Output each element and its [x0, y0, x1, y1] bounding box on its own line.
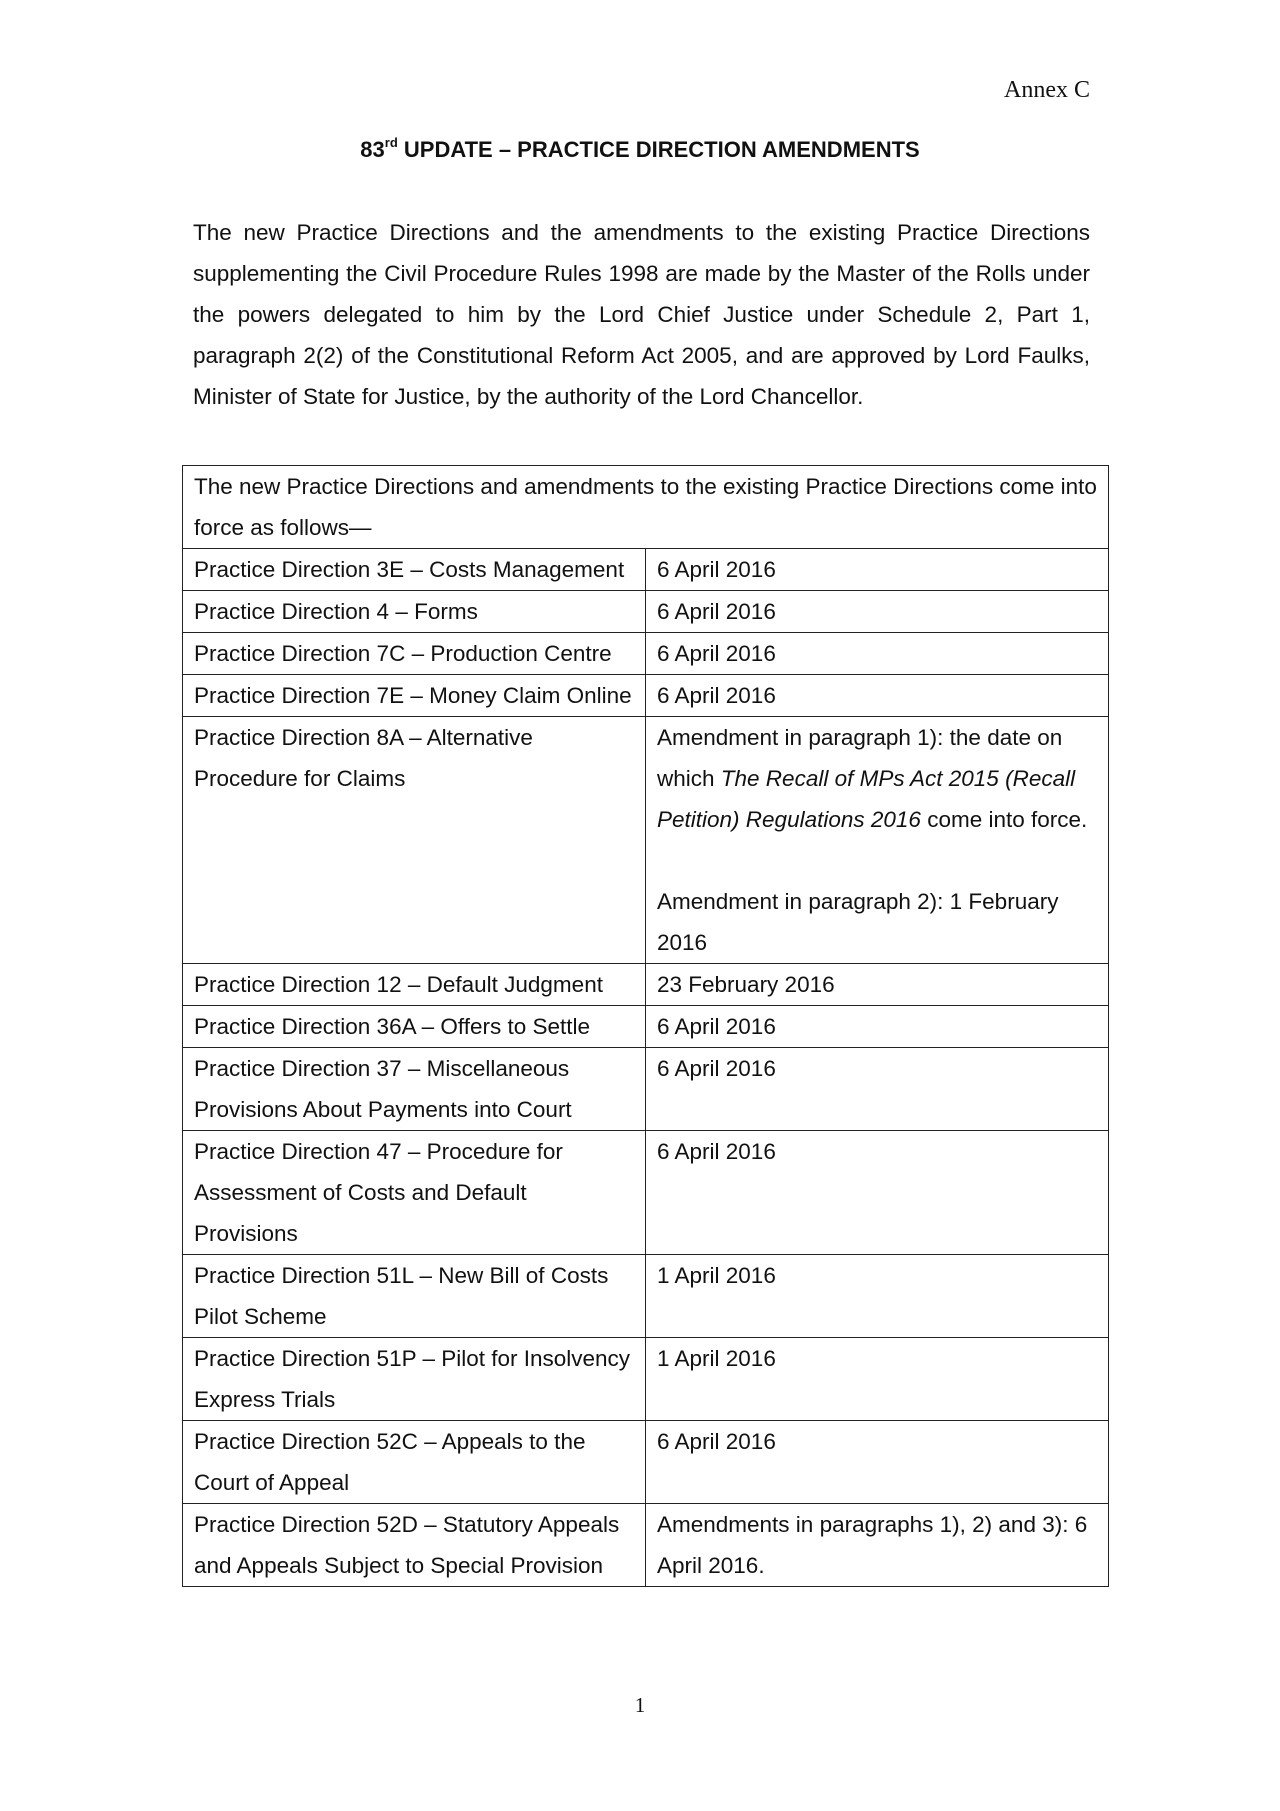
pd-date-cell: Amendments in paragraphs 1), 2) and 3): 6 April 2016.	[646, 1504, 1109, 1587]
pd-name-cell: Practice Direction 8A – Alternative Procedure for Claims	[183, 717, 646, 964]
page-number: 1	[634, 1693, 646, 1717]
table-row	[183, 633, 1109, 675]
table-row	[183, 1006, 1109, 1048]
title-number: 83	[360, 137, 385, 162]
table-row	[183, 591, 1109, 633]
pd-name-cell: Practice Direction 47 – Procedure for Assessment of Costs and Default Provisions	[183, 1131, 646, 1255]
pd-date-cell: 6 April 2016	[646, 1006, 1109, 1048]
pd-date-cell: 6 April 2016	[646, 1421, 1109, 1504]
title-ordinal-suffix: rd	[384, 135, 398, 150]
pd-date-cell: 6 April 2016	[646, 633, 1109, 675]
amendment-tail-text: come into force.	[920, 807, 1088, 832]
pd-date-cell: 23 February 2016	[646, 964, 1109, 1006]
annex-label: Annex C	[1004, 77, 1090, 103]
pd-date-cell: 6 April 2016	[646, 1131, 1109, 1255]
amendment-paragraph-2: Amendment in paragraph 2): 1 February 2016	[657, 889, 1059, 955]
pd-name-cell: Practice Direction 51P – Pilot for Insolvency Express Trials	[183, 1338, 646, 1421]
document-title	[0, 137, 1280, 163]
pd-date-cell: 1 April 2016	[646, 1255, 1109, 1338]
pd-name-cell: Practice Direction 7C – Production Centre	[183, 633, 646, 675]
pd-name-cell: Practice Direction 52D – Statutory Appeals and Appeals Subject to Special Provision	[183, 1504, 646, 1587]
title-text: UPDATE – PRACTICE DIRECTION AMENDMENTS	[397, 137, 920, 162]
pd-date-cell	[646, 717, 1109, 964]
table-row	[183, 1421, 1109, 1504]
amendment-lead-text: Amendment in paragraph 1): the date on which	[657, 725, 1063, 791]
commencement-table	[182, 465, 1109, 1587]
pd-date-cell: 6 April 2016	[646, 591, 1109, 633]
table-row	[183, 1131, 1109, 1255]
table-row	[183, 675, 1109, 717]
pd-date-cell: 6 April 2016	[646, 675, 1109, 717]
pd-name-cell: Practice Direction 37 – Miscellaneous Provisions About Payments into Court	[183, 1048, 646, 1131]
pd-name-cell: Practice Direction 3E – Costs Management	[183, 549, 646, 591]
table-row	[183, 549, 1109, 591]
pd-date-cell: 1 April 2016	[646, 1338, 1109, 1421]
pd-date-cell: 6 April 2016	[646, 1048, 1109, 1131]
pd-name-cell: Practice Direction 4 – Forms	[183, 591, 646, 633]
table-row	[183, 1255, 1109, 1338]
table-heading-row	[183, 466, 1109, 549]
table-row	[183, 1504, 1109, 1587]
pd-name-cell: Practice Direction 7E – Money Claim Online	[183, 675, 646, 717]
pd-name-cell: Practice Direction 51L – New Bill of Costs Pilot Scheme	[183, 1255, 646, 1338]
pd-name-cell: Practice Direction 52C – Appeals to the Court of Appeal	[183, 1421, 646, 1504]
regulation-title: The Recall of MPs Act 2015 (Recall Petition) Regulations 2016	[657, 766, 1076, 832]
table-row	[183, 964, 1109, 1006]
table-row	[183, 1338, 1109, 1421]
pd-name-cell: Practice Direction 36A – Offers to Settle	[183, 1006, 646, 1048]
table-row	[183, 717, 1109, 964]
spacer	[657, 840, 1098, 881]
table-row	[183, 1048, 1109, 1131]
pd-name-cell: Practice Direction 12 – Default Judgment	[183, 964, 646, 1006]
pd-date-cell: 6 April 2016	[646, 549, 1109, 591]
intro-paragraph: The new Practice Directions and the amendments to the existing Practice Directions supplementing the Civil Procedure Rules 1998 are made by the Master of the Rolls under the powers delegated to him by the Lord Chief Justice under Schedule 2, Part 1, paragraph 2(2) of the Constitutional Reform Act 2005, and are approved by Lord Faulks, Minister of State for Justice, by the authority of the Lord Chancellor.	[193, 220, 1090, 409]
table-heading: The new Practice Directions and amendments to the existing Practice Directions come into force as follows—	[183, 466, 1109, 549]
